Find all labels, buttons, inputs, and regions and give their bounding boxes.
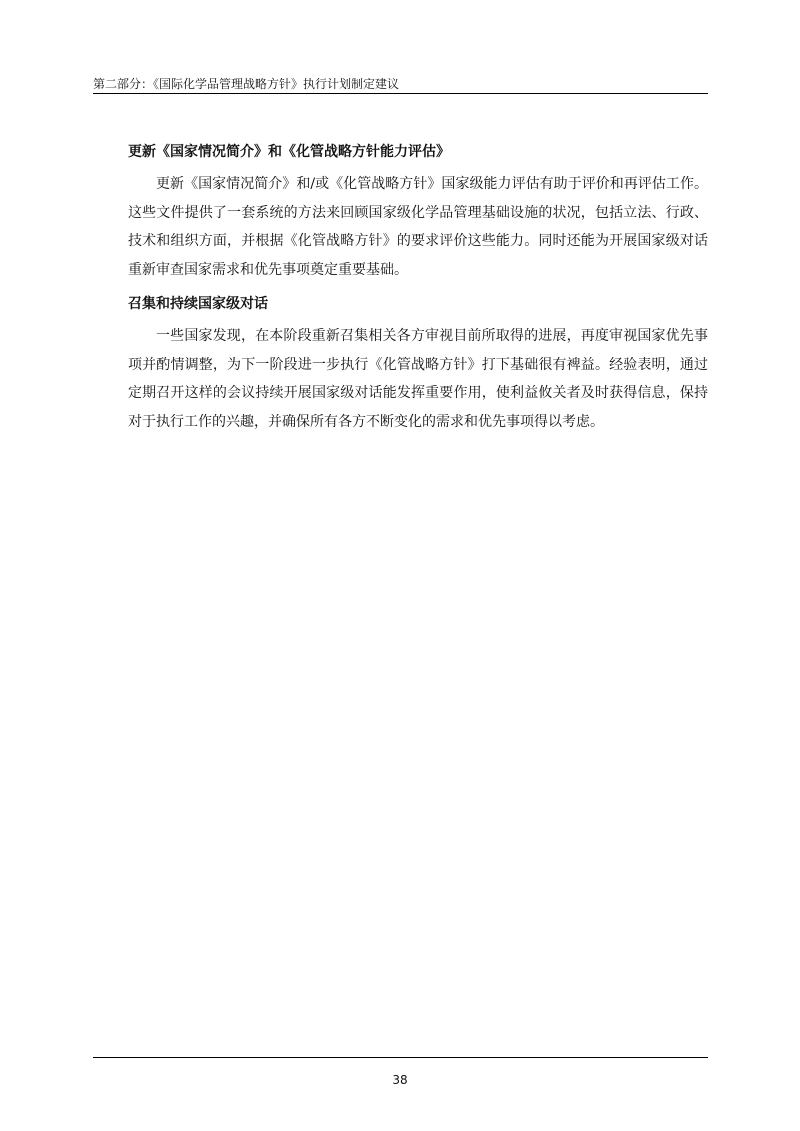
header-divider — [93, 93, 708, 94]
section-update-profiles — [128, 140, 708, 284]
section-paragraph: 更新《国家情况简介》和/或《化管战略方针》国家级能力评估有助于评价和再评估工作。这些文件提供了一套系统的方法来回顾国家级化学品管理基础设施的状况，包括立法、行政、技术和组织方面，并根据《化管战略方针》的要求评价这些能力。同时还能为开展国家级对话重新审查国家需求和优先事项奠定重要基础。 — [128, 176, 708, 278]
section-heading: 更新《国家情况简介》和《化管战略方针能力评估》 — [128, 144, 450, 160]
footer-divider — [93, 1057, 708, 1058]
section-heading: 召集和持续国家级对话 — [128, 296, 268, 312]
page-number: 38 — [392, 1073, 408, 1087]
section-national-dialogue — [128, 292, 708, 436]
section-paragraph: 一些国家发现，在本阶段重新召集相关各方审视目前所取得的进展，再度审视国家优先事项并酌情调整，为下一阶段进一步执行《化管战略方针》打下基础很有裨益。经验表明，通过定期召开这样的会议持续开展国家级对话能发挥重要作用，使利益攸关者及时获得信息，保持对于执行工作的兴趣，并确保所有各方不断变化的需求和优先事项得以考虑。 — [128, 328, 708, 430]
document-body — [128, 140, 708, 444]
running-header: 第二部分：《国际化学品管理战略方针》执行计划制定建议 — [93, 77, 400, 91]
